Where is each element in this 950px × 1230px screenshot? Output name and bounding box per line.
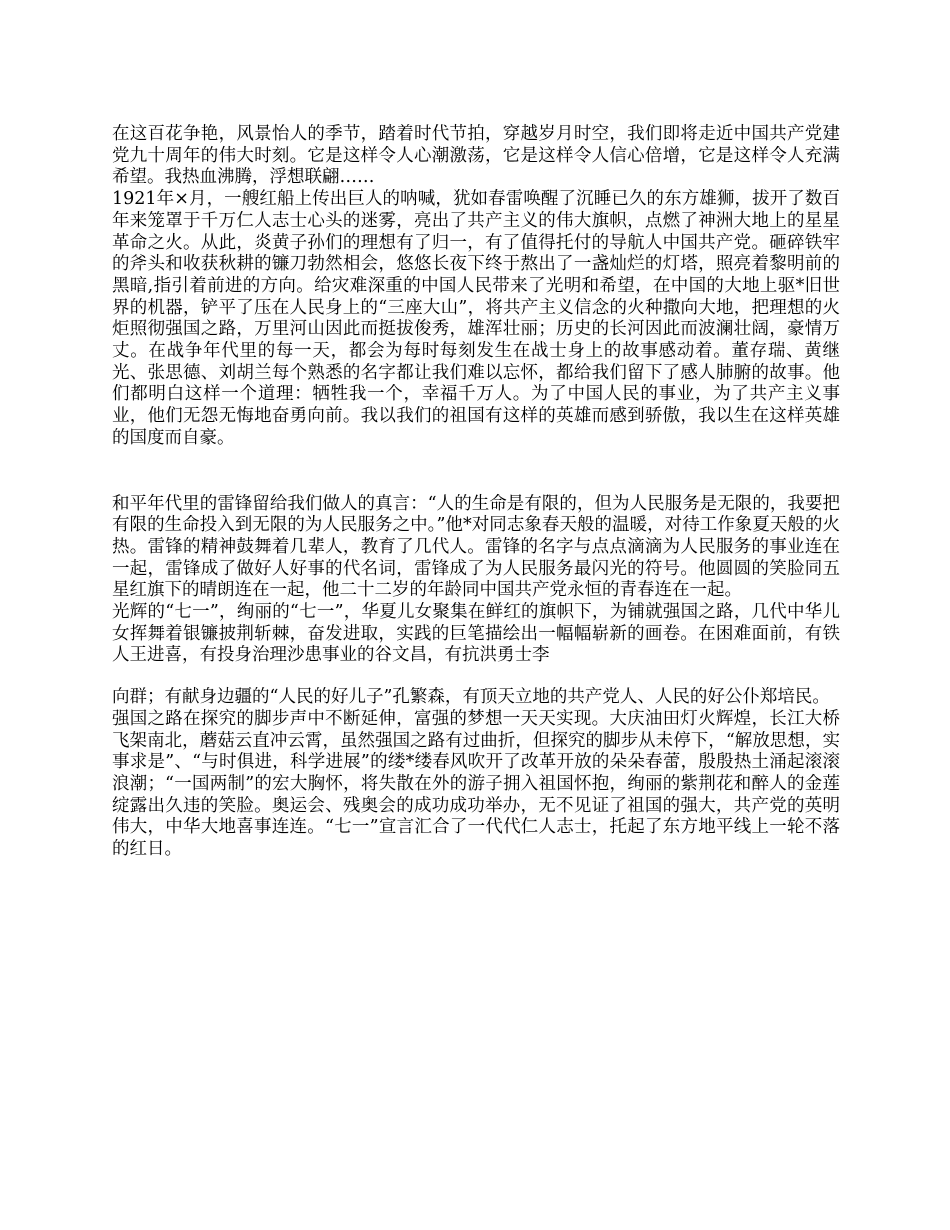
paragraph-heroes-continued: 向群；有献身边疆的“人民的好儿子”孔繁森，有顶天立地的共产党人、人民的好公仆郑培民。	[112, 687, 830, 708]
paragraph-strong-nation: 强国之路在探究的脚步声中不断延伸，富强的梦想一天天实现。大庆油田灯火辉煌，长江大桥飞架南北，蘑菇云直冲云霄，虽然强国之路有过曲折，但探究的脚步从未停下，“解放思想，实事求是”、“与时俱进，科学进展”的缕*缕春风吹开了改革开放的朵朵春蕾，殷殷热土涌起滚滚浪潮；“一国两制”的宏大胸怀，将失散在外的游子拥入祖国怀抱，绚丽的紫荆花和醉人的金莲绽露出久违的笑脸。奥运会、残奥会的成功成功举办，无不见证了祖国的强大，共产党的英明伟大，中华大地喜事连连。“七一”宣言汇合了一代代仁人志士，托起了东方地平线上一轮不落的红日。	[112, 708, 840, 860]
paragraph-1921: 1921年×月，一艘红船上传出巨人的呐喊，犹如春雷唤醒了沉睡已久的东方雄狮，拔开了数百年来笼罩于千万仁人志士心头的迷雾，亮出了共产主义的伟大旗帜，点燃了神洲大地上的星星革命之火。从此，炎黄子孙们的理想有了归一，有了值得托付的导航人中国共产党。砸碎铁牢的斧头和收获秋耕的镰刀勃然相会，悠悠长夜下终于熬出了一盏灿烂的灯塔，照亮着黎明前的黑暗,指引着前进的方向。给灾难深重的中国人民带来了光明和希望，在中国的大地上驱*旧世界的机器，铲平了压在人民身上的“三座大山”，将共产主义信念的火种撒向大地，把理想的火炬照彻强国之路，万里河山因此而挺拔俊秀，雄浑壮丽；历史的长河因此而波澜壮阔，豪情万丈。在战争年代里的每一天，都会为每时每刻发生在战士身上的故事感动着。董存瑞、黄继光、张思德、刘胡兰每个熟悉的名字都让我们难以忘怀，都给我们留下了感人肺腑的故事。他们都明白这样一个道理：牺牲我一个，幸福千万人。为了中国人民的事业，为了共产主义事业，他们无怨无悔地奋勇向前。我以我们的祖国有这样的英雄而感到骄傲，我以生在这样英雄的国度而自豪。	[112, 189, 840, 448]
paragraph-july-first: 光辉的“七一”，绚丽的“七一”，华夏儿女聚集在鲜红的旗帜下，为铺就强国之路，几代中华儿女挥舞着银镰披荆斩棘，奋发进取，实践的巨笔描绘出一幅幅崭新的画卷。在困难面前，有铁人王进喜，有投身治理沙患事业的谷文昌，有抗洪勇士李	[112, 602, 840, 666]
paragraph-gap	[112, 450, 840, 494]
paragraph-intro: 在这百花争艳，风景怡人的季节，踏着时代节拍，穿越岁月时空，我们即将走近中国共产党建党九十周年的伟大时刻。它是这样令人心潮激荡，它是这样令人信心倍增，它是这样令人充满希望。我热血沸腾，浮想联翩……	[112, 124, 840, 188]
paragraph-lei-feng: 和平年代里的雷锋留给我们做人的真言：“人的生命是有限的，但为人民服务是无限的，我要把有限的生命投入到无限的为人民服务之中。”他*对同志象春天般的温暖，对待工作象夏天般的火热。雷锋的精神鼓舞着几辈人，教育了几代人。雷锋的名字与点点滴滴为人民服务的事业连在一起，雷锋成了做好人好事的代名词，雷锋成了为人民服务最闪光的符号。他圆圆的笑脸同五星红旗下的晴朗连在一起，他二十二岁的年龄同中国共产党永恒的青春连在一起。	[112, 493, 840, 601]
paragraph-gap	[112, 667, 840, 687]
document-body	[112, 124, 840, 861]
